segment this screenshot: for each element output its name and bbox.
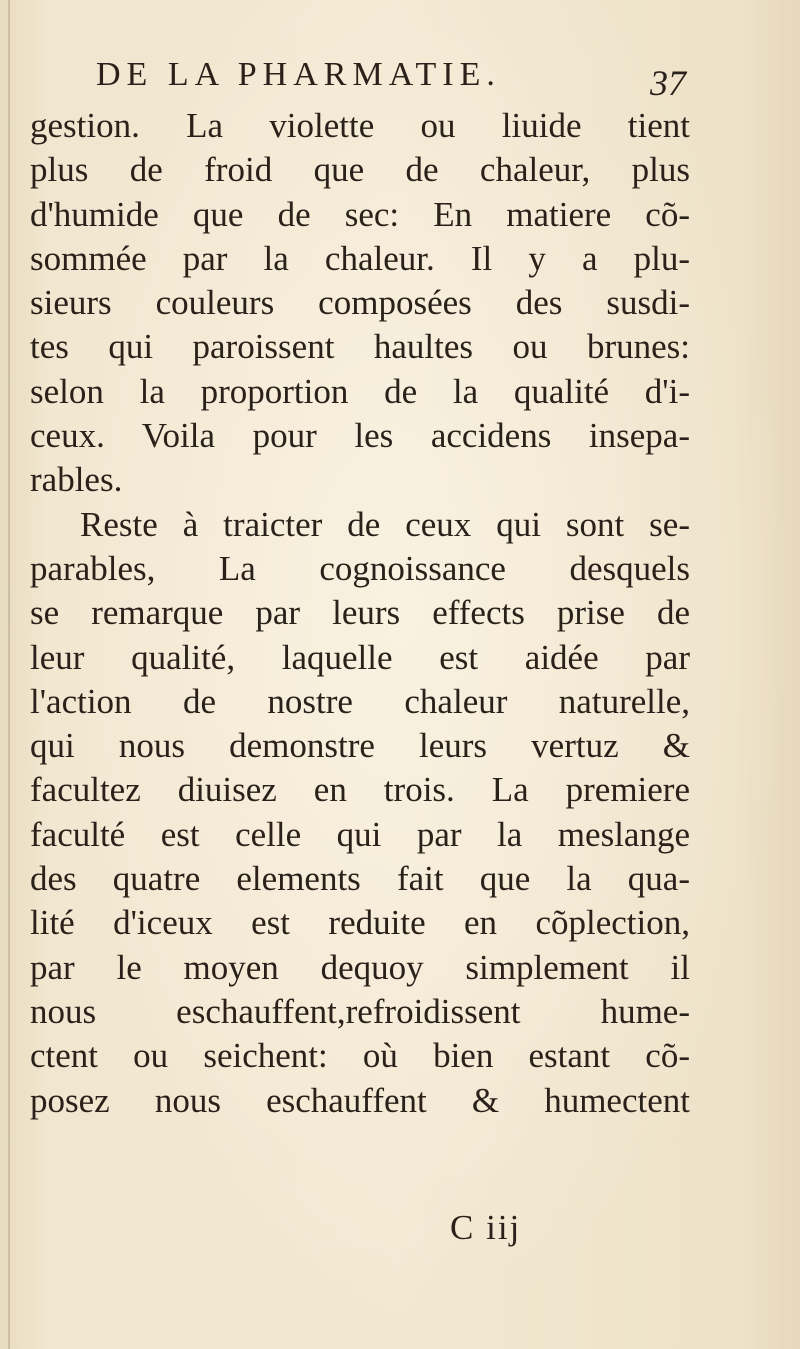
text-line: des quatre elements fait que la qua- [30, 859, 690, 899]
body-text [30, 104, 690, 1123]
text-line: tes qui paroissent haultes ou brunes: [30, 327, 690, 367]
text-line: par le moyen dequoy simplement il [30, 947, 690, 987]
signature-mark: C iij [450, 1208, 522, 1247]
page-number: 37 [650, 63, 686, 103]
page-gutter [8, 0, 10, 1349]
text-line: posez nous eschauffent & humectent [30, 1080, 690, 1120]
text-line: parables, La cognoissance desquels [30, 548, 690, 588]
text-line: ceux. Voila pour les accidens insepa- [30, 416, 690, 456]
text-line: faculté est celle qui par la meslange [30, 814, 690, 854]
text-line: Reste à traicter de ceux qui sont se- [80, 504, 690, 544]
text-line: sommée par la chaleur. Il y a plu- [30, 238, 690, 278]
text-line: ctent ou seichent: où bien estant cõ- [30, 1036, 690, 1076]
text-line: selon la proportion de la qualité d'i- [30, 371, 690, 411]
text-line: d'humide que de sec: En matiere cõ- [30, 194, 690, 234]
running-title: DE LA PHARMATIE. [96, 56, 501, 93]
text-line: sieurs couleurs composées des susdi- [30, 283, 690, 323]
text-line: lité d'iceux est reduite en cõplection, [30, 903, 690, 943]
text-line: plus de froid que de chaleur, plus [30, 150, 690, 190]
text-line: se remarque par leurs effects prise de [30, 593, 690, 633]
text-line: l'action de nostre chaleur naturelle, [30, 681, 690, 721]
text-line: rables. [30, 460, 123, 500]
text-line: facultez diuisez en trois. La premiere [30, 770, 690, 810]
text-line: nous eschauffent,refroidissent hume- [30, 991, 690, 1031]
text-line: gestion. La violette ou liuide tient [30, 106, 690, 145]
page-header [96, 56, 696, 104]
text-line: qui nous demonstre leurs vertuz & [30, 726, 690, 766]
text-line: leur qualité, laquelle est aidée par [30, 637, 690, 677]
